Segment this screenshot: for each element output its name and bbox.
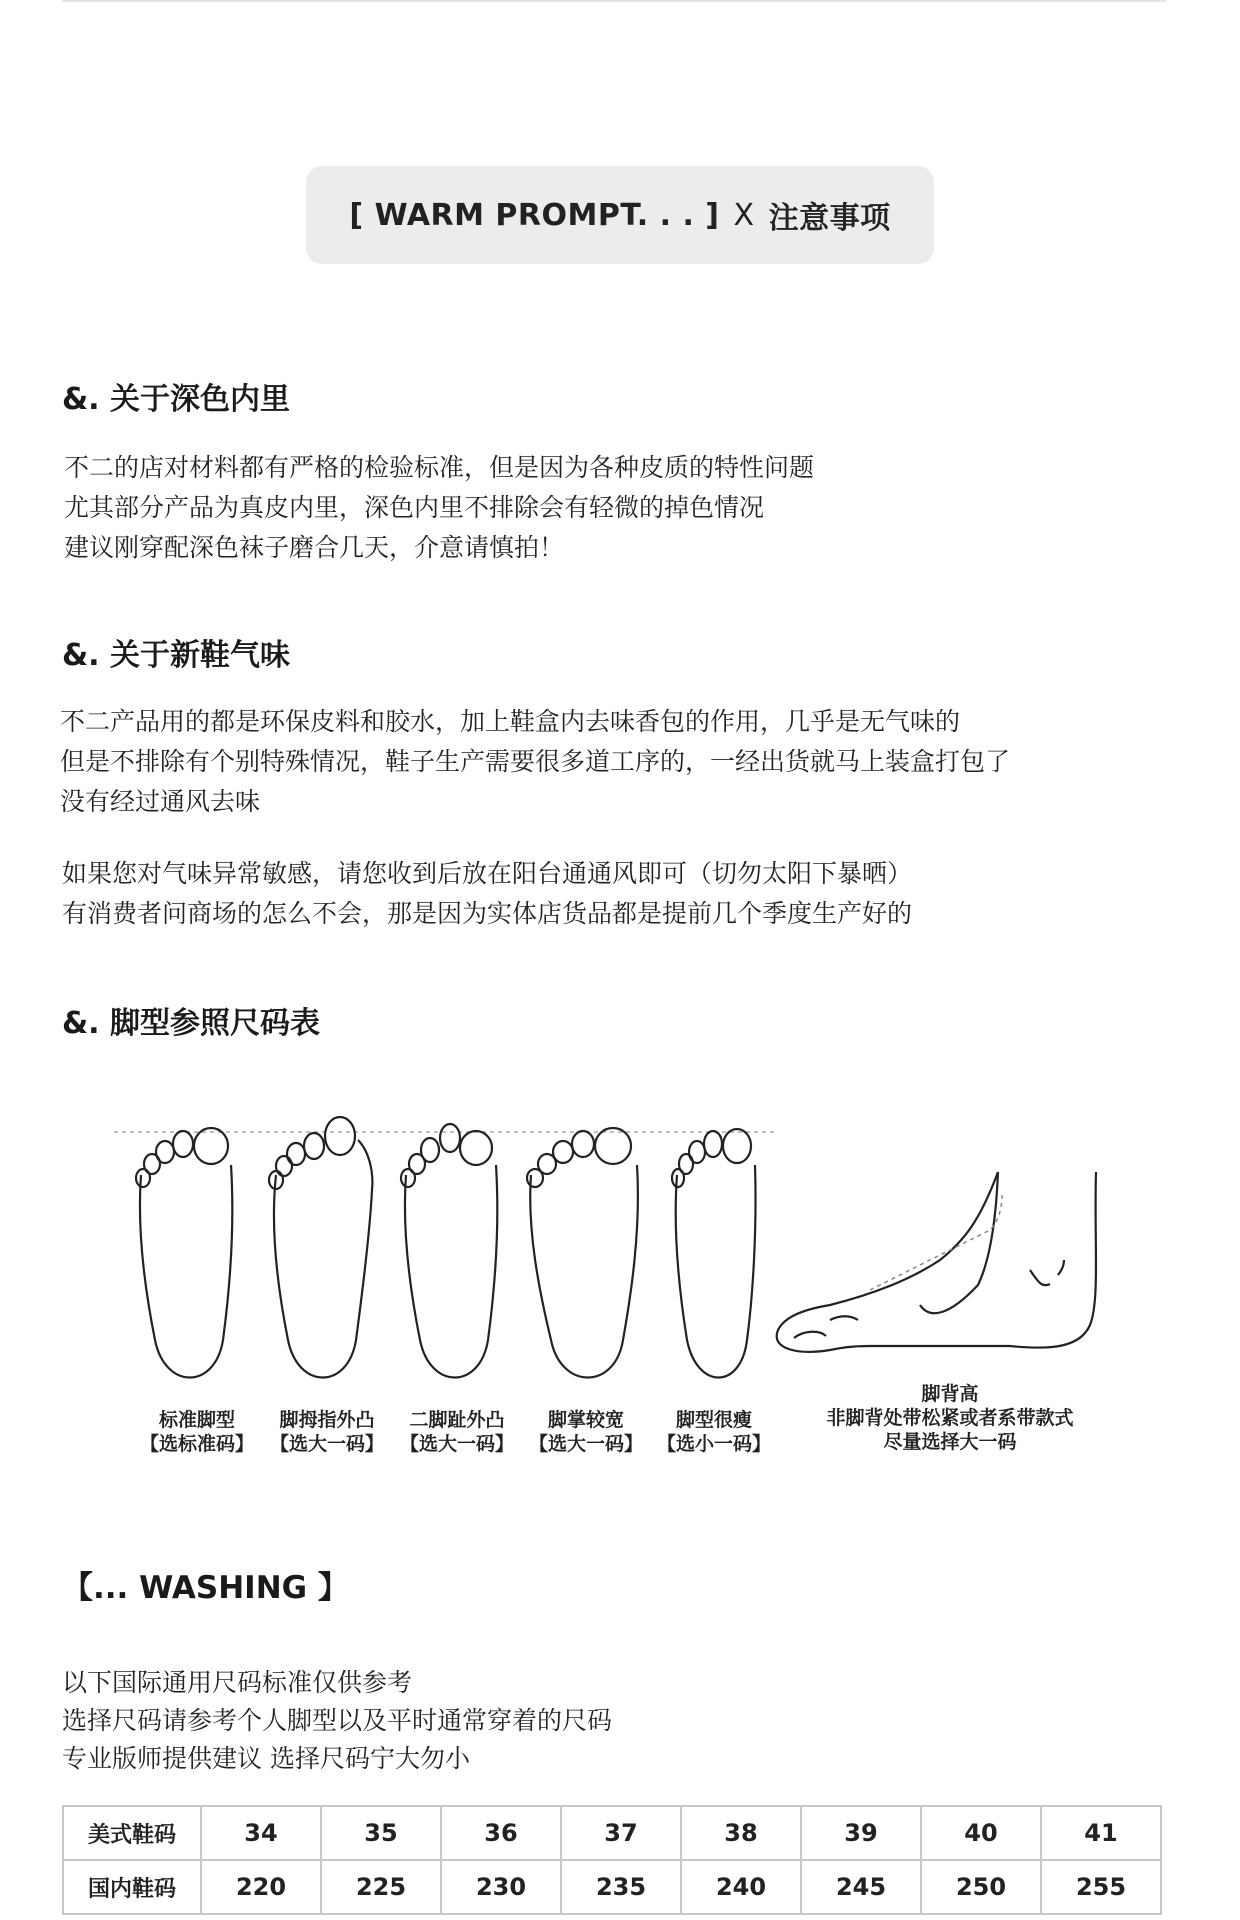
table-cell: 240: [681, 1860, 801, 1914]
dark-lining-paragraph: [64, 448, 814, 568]
row-header: 美式鞋码: [63, 1806, 201, 1860]
banner-left-text: [ WARM PROMPT. . . ]: [349, 197, 720, 233]
text-line: 不二产品用的都是环保皮料和胶水，加上鞋盒内去味香包的作用，几乎是无气味的: [60, 707, 961, 736]
foot-label-slim: [657, 1408, 771, 1456]
table-cell: 235: [561, 1860, 681, 1914]
foot-label-wide: [529, 1408, 643, 1456]
instep-line: 脚背高: [921, 1383, 979, 1405]
table-cell: 245: [801, 1860, 921, 1914]
foot-type-advice: 【选大一码】: [528, 1433, 644, 1455]
table-cell: 41: [1041, 1806, 1161, 1860]
table-cell: 220: [201, 1860, 321, 1914]
text-line: 以下国际通用尺码标准仅供参考: [62, 1668, 413, 1697]
foot-type-name: 二脚趾外凸: [409, 1409, 505, 1431]
table-cell: 255: [1041, 1860, 1161, 1914]
foot-type-name: 脚掌较宽: [547, 1409, 625, 1431]
foot-type-advice: 【选大一码】: [399, 1433, 515, 1455]
instep-label: [826, 1382, 1073, 1454]
table-cell: 36: [441, 1806, 561, 1860]
table-cell: 34: [201, 1806, 321, 1860]
top-divider: [62, 0, 1166, 2]
foot-side-view-icon: [777, 1172, 1096, 1352]
table-row: [63, 1806, 1161, 1860]
table-cell: 250: [921, 1860, 1041, 1914]
table-cell: 37: [561, 1806, 681, 1860]
text-line: 专业版师提供建议 选择尺码宁大勿小: [62, 1744, 470, 1773]
foot-type-advice: 【选标准码】: [139, 1433, 255, 1455]
table-cell: 35: [321, 1806, 441, 1860]
washing-heading: 【... WASHING 】: [62, 1570, 349, 1606]
table-row: [63, 1860, 1161, 1914]
text-line: 选择尺码请参考个人脚型以及平时通常穿着的尺码: [62, 1706, 613, 1735]
section-heading-foot-size-chart: &. 脚型参照尺码表: [62, 1006, 321, 1041]
foot-second-toe-bump-icon: [401, 1124, 497, 1378]
section-heading-new-shoe-smell: &. 关于新鞋气味: [62, 638, 291, 673]
foot-illustrations: [110, 1110, 1130, 1390]
size-table: [62, 1805, 1162, 1915]
washing-paragraph: [62, 1664, 612, 1778]
foot-type-name: 脚型很瘦: [675, 1409, 753, 1431]
foot-outlines: [136, 1117, 1096, 1378]
table-cell: 40: [921, 1806, 1041, 1860]
warm-prompt-banner: [306, 166, 934, 264]
smell-paragraph-1: [60, 702, 1010, 822]
text-line: 有消费者问商场的怎么不会，那是因为实体店货品都是提前几个季度生产好的: [62, 899, 913, 928]
foot-type-name: 脚拇指外凸: [279, 1409, 375, 1431]
banner-right-text: 注意事项: [768, 201, 891, 236]
row-header: 国内鞋码: [63, 1860, 201, 1914]
table-cell: 39: [801, 1806, 921, 1860]
table-cell: 225: [321, 1860, 441, 1914]
banner-separator: X: [733, 197, 755, 233]
table-cell: 230: [441, 1860, 561, 1914]
smell-paragraph-2: [62, 854, 912, 934]
foot-wide-forefoot-icon: [527, 1128, 638, 1378]
text-line: 没有经过通风去味: [60, 787, 261, 816]
text-line: 如果您对气味异常敏感，请您收到后放在阳台通通风即可（切勿太阳下暴晒）: [62, 859, 913, 888]
foot-label-standard: [140, 1408, 254, 1456]
foot-type-advice: 【选小一码】: [656, 1433, 772, 1455]
foot-type-advice: 【选大一码】: [269, 1433, 385, 1455]
foot-standard-icon: [136, 1128, 232, 1378]
foot-slim-icon: [672, 1129, 756, 1378]
section-heading-dark-lining: &. 关于深色内里: [62, 382, 291, 417]
text-line: 但是不排除有个别特殊情况，鞋子生产需要很多道工序的，一经出货就马上装盒打包了: [60, 747, 1011, 776]
foot-big-toe-bump-icon: [269, 1117, 372, 1378]
foot-type-name: 标准脚型: [158, 1409, 236, 1431]
text-line: 建议刚穿配深色袜子磨合几天，介意请慎拍！: [64, 533, 565, 562]
foot-label-big-toe: [270, 1408, 384, 1456]
text-line: 不二的店对材料都有严格的检验标准，但是因为各种皮质的特性问题: [64, 453, 815, 482]
instep-line: 尽量选择大一码: [883, 1431, 1017, 1453]
text-line: 尤其部分产品为真皮内里，深色内里不排除会有轻微的掉色情况: [64, 493, 765, 522]
foot-label-second-toe: [400, 1408, 514, 1456]
instep-line: 非脚背处带松紧或者系带款式: [826, 1407, 1074, 1429]
table-cell: 38: [681, 1806, 801, 1860]
